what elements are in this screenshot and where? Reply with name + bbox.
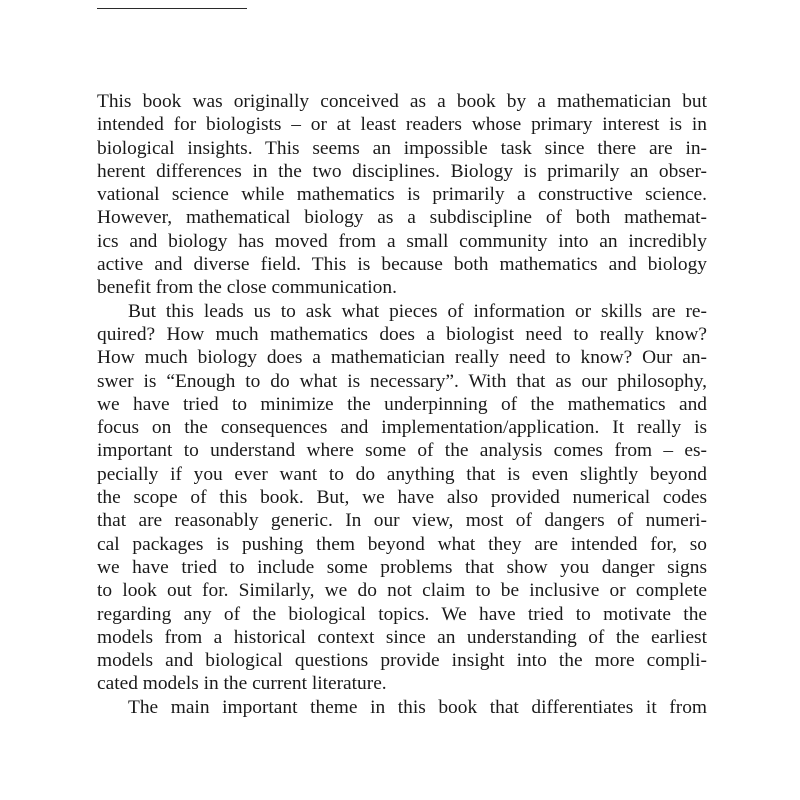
text-line: we have tried to minimize the underpinning of the mathematics and <box>97 393 707 415</box>
text-line: ics and biology has moved from a small community into an incredibly <box>97 230 707 252</box>
text-line: we have tried to include some problems that show you danger signs <box>97 556 707 578</box>
text-line: active and diverse field. This is because both mathematics and biology <box>97 254 707 276</box>
text-line: cal packages is pushing them beyond what they are intended for, so <box>97 533 707 555</box>
text-line: vational science while mathematics is primarily a constructive science. <box>97 184 707 206</box>
text-line: pecially if you ever want to do anything that is even slightly beyond <box>97 463 707 485</box>
paragraph-2 <box>97 300 707 696</box>
text-line: important to understand where some of the analysis comes from – es- <box>97 440 707 462</box>
text-line: However, mathematical biology as a subdiscipline of both mathemat- <box>97 207 707 229</box>
text-line: models and biological questions provide insight into the more compli- <box>97 650 707 672</box>
text-line: How much biology does a mathematician really need to know? Our an- <box>97 347 707 369</box>
text-line: benefit from the close communication. <box>97 277 397 299</box>
text-line: intended for biologists – or at least readers whose primary interest is in <box>97 114 707 136</box>
text-line: biological insights. This seems an impossible task since there are in- <box>97 137 707 159</box>
body-text <box>97 90 707 719</box>
text-line: quired? How much mathematics does a biologist need to really know? <box>97 323 707 345</box>
paragraph-3 <box>97 696 707 719</box>
text-line: herent differences in the two disciplines. Biology is primarily an obser- <box>97 160 707 182</box>
text-line: The main important theme in this book that differentiates it from <box>128 696 707 718</box>
header-rule <box>97 8 247 9</box>
text-line: focus on the consequences and implementation/application. It really is <box>97 417 707 439</box>
text-line: regarding any of the biological topics. We have tried to motivate the <box>97 603 707 625</box>
text-line: to look out for. Similarly, we do not claim to be inclusive or complete <box>97 580 707 602</box>
text-line: But this leads us to ask what pieces of information or skills are re- <box>128 300 707 322</box>
text-line: This book was originally conceived as a book by a mathematician but <box>97 91 707 112</box>
text-line: the scope of this book. But, we have also provided numerical codes <box>97 487 707 509</box>
text-line: cated models in the current literature. <box>97 673 387 695</box>
text-line: swer is “Enough to do what is necessary”. With that as our philosophy, <box>97 370 707 392</box>
text-line: that are reasonably generic. In our view, most of dangers of numeri- <box>97 510 707 532</box>
paragraph-1 <box>97 90 707 300</box>
text-line: models from a historical context since an understanding of the earliest <box>97 626 707 648</box>
